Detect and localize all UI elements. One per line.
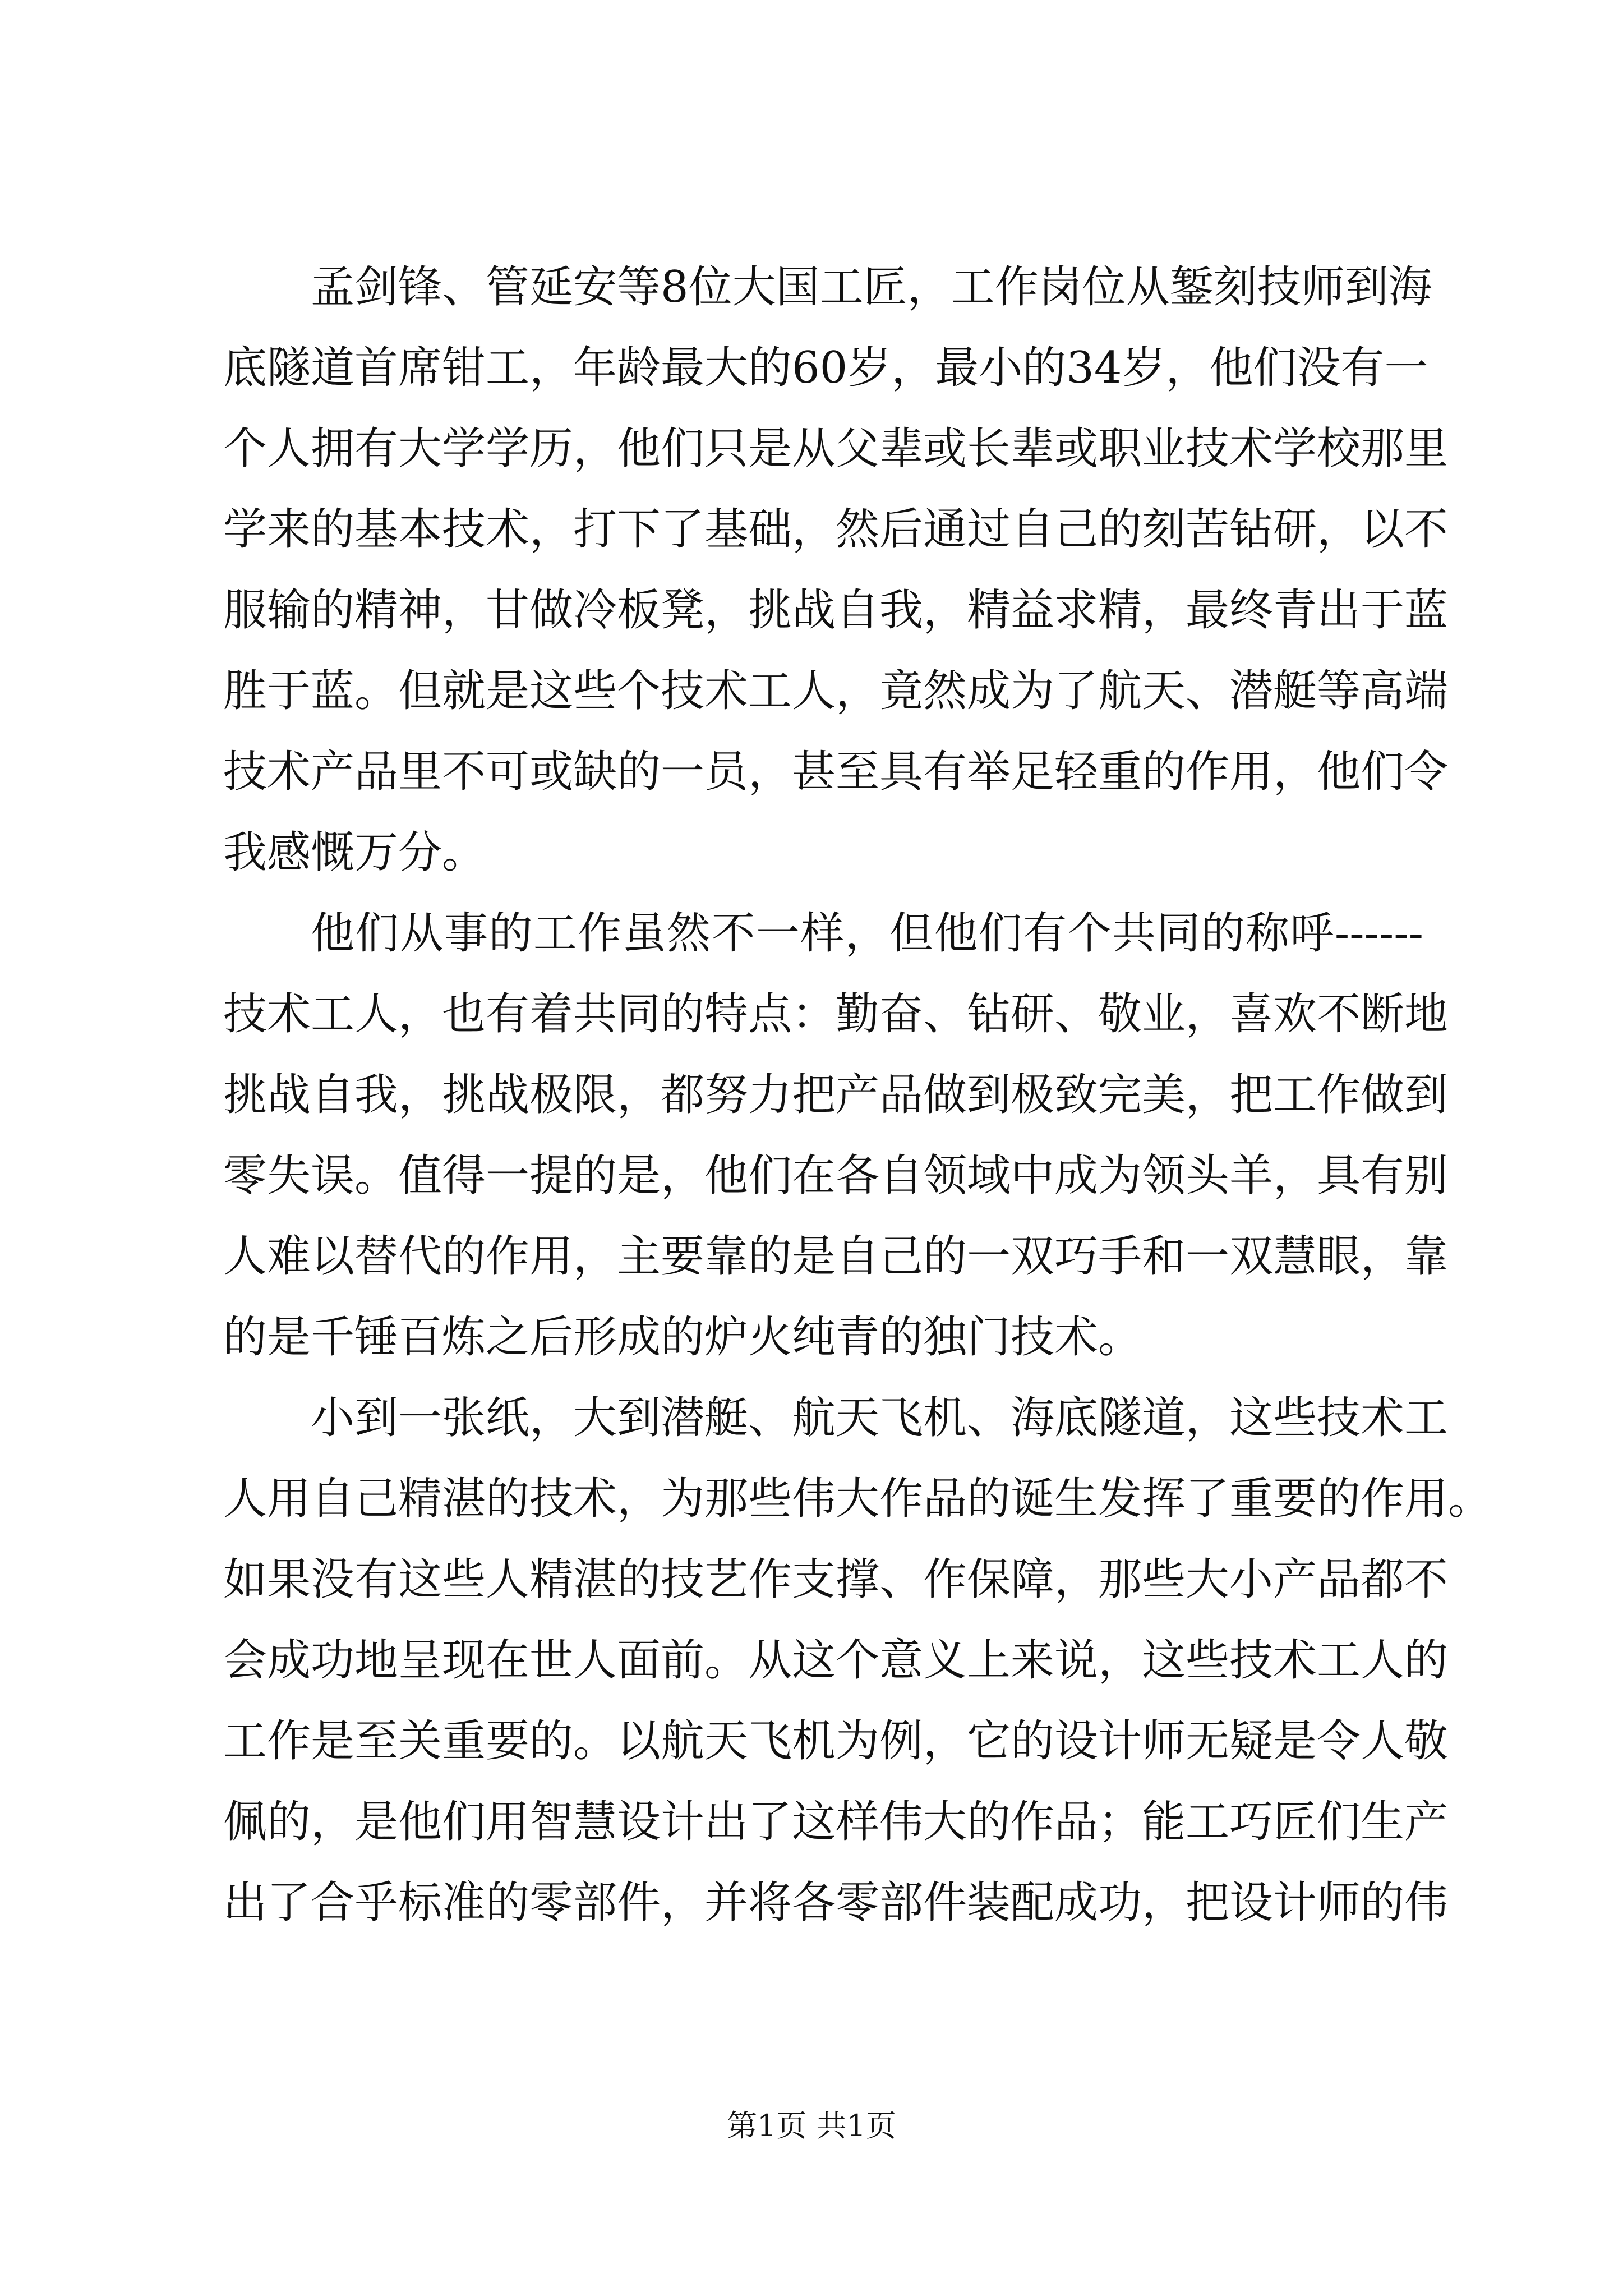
- text-line: 他们从事的工作虽然不一样，但他们有个共同的称呼------: [311, 908, 1423, 959]
- text-line: 技术产品里不可或缺的一员，甚至具有举足轻重的作用，他们令: [223, 747, 1449, 797]
- text-line: 底隧道首席钳工，年龄最大的60岁，最小的34岁，他们没有一: [223, 343, 1428, 393]
- text-line: 学来的基本技术，打下了基础，然后通过自己的刻苦钻研，以不: [223, 504, 1449, 555]
- text-line: 技术工人，也有着共同的特点：勤奋、钻研、敬业，喜欢不断地: [223, 989, 1449, 1039]
- text-line: 服输的精神，甘做冷板凳，挑战自我，精益求精，最终青出于蓝: [223, 585, 1449, 636]
- text-line: 孟剑锋、管延安等8位大国工匠，工作岗位从錾刻技师到海: [311, 262, 1432, 312]
- text-line: 人用自己精湛的技术，为那些伟大作品的诞生发挥了重要的作用。: [223, 1474, 1492, 1524]
- text-line: 工作是至关重要的。以航天飞机为例，它的设计师无疑是令人敬: [223, 1716, 1449, 1766]
- text-line: 出了合乎标准的零部件，并将各零部件装配成功，把设计师的伟: [223, 1878, 1449, 1928]
- text-line: 会成功地呈现在世人面前。从这个意义上来说，这些技术工人的: [223, 1635, 1449, 1686]
- text-line: 零失误。值得一提的是，他们在各自领域中成为领头羊，具有别: [223, 1151, 1449, 1201]
- text-line: 个人拥有大学学历，他们只是从父辈或长辈或职业技术学校那里: [223, 424, 1449, 474]
- text-line: 胜于蓝。但就是这些个技术工人，竟然成为了航天、潜艇等高端: [223, 666, 1449, 716]
- document-body: [223, 247, 1492, 1943]
- text-line: 人难以替代的作用，主要靠的是自己的一双巧手和一双慧眼，靠: [223, 1231, 1449, 1282]
- paragraph-1: [223, 247, 1449, 893]
- page-number-footer: 第1页 共1页: [727, 2108, 896, 2143]
- paragraph-2: [223, 893, 1449, 1378]
- text-line: 我感慨万分。: [223, 827, 486, 878]
- text-line: 小到一张纸，大到潜艇、航天飞机、海底隧道，这些技术工: [311, 1393, 1449, 1443]
- paragraph-3: [223, 1378, 1492, 1943]
- text-line: 的是千锤百炼之后形成的炉火纯青的独门技术。: [223, 1312, 1142, 1363]
- text-line: 挑战自我，挑战极限，都努力把产品做到极致完美，把工作做到: [223, 1070, 1449, 1120]
- text-line: 佩的，是他们用智慧设计出了这样伟大的作品；能工巧匠们生产: [223, 1797, 1449, 1847]
- text-line: 如果没有这些人精湛的技艺作支撑、作保障，那些大小产品都不: [223, 1554, 1449, 1605]
